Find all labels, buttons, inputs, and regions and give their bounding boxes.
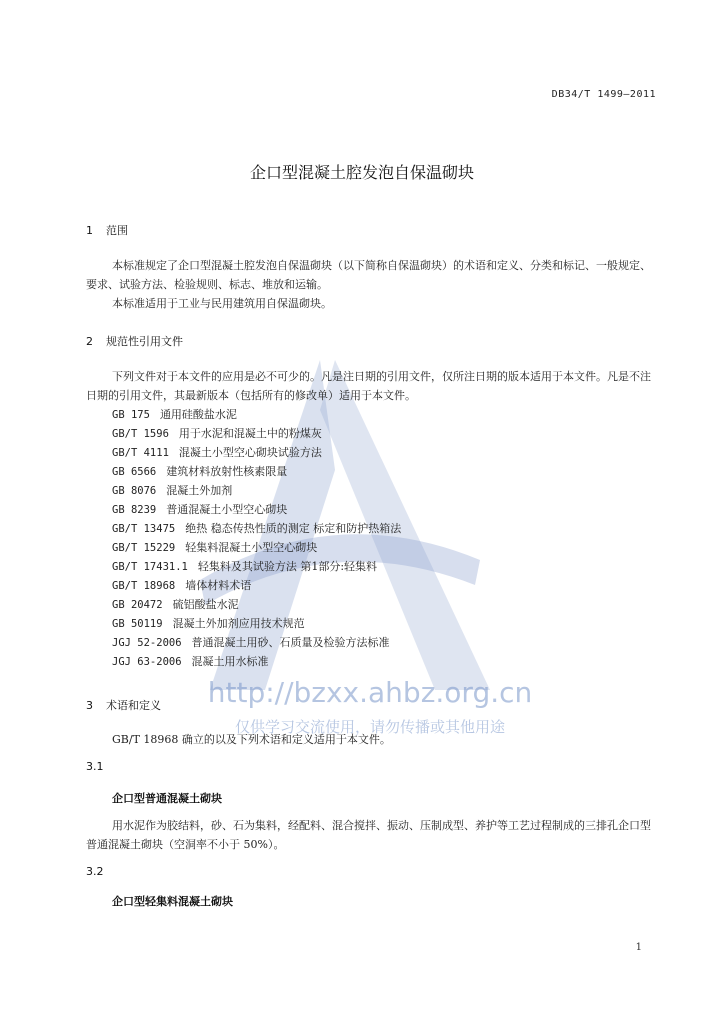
section-number: 2 [86,335,93,348]
list-item: JGJ 52-2006 普通混凝土用砂、石质量及检验方法标准 [112,636,390,649]
section-2-heading [86,333,183,349]
list-item: GB/T 1596 用于水泥和混凝土中的粉煤灰 [112,427,322,440]
section-title: 术语和定义 [106,699,161,712]
section-title: 范围 [106,224,128,237]
section-number: 3 [86,699,93,712]
section-3-intro: GB/T 18968 确立的以及下列术语和定义适用于本文件。 [112,733,391,746]
section-1-heading [86,222,128,238]
standard-code: DB34/T 1499—2011 [551,89,656,100]
list-item: GB 20472 硫铝酸盐水泥 [112,598,239,611]
term-3-2-number: 3.2 [86,865,104,878]
section-2-intro: 下列文件对于本文件的应用是必不可少的。凡是注日期的引用文件，仅所注日期的版本适用于本文件。凡是不注日期的引用文件，其最新版本（包括所有的修改单）适用于本文件。 [86,370,651,402]
section-3-heading [86,697,161,713]
list-item: GB 8076 混凝土外加剂 [112,484,233,497]
list-item: GB/T 15229 轻集料混凝土小型空心砌块 [112,541,318,554]
list-item: GB 50119 混凝土外加剂应用技术规范 [112,617,305,630]
watermark-note: 仅供学习交流使用，请勿传播或其他用途 [234,718,505,736]
page-number: 1 [635,942,642,953]
list-item: GB/T 18968 墙体材料术语 [112,579,252,592]
section-1-paragraph-2: 本标准适用于工业与民用建筑用自保温砌块。 [112,297,332,310]
list-item: GB 8239 普通混凝土小型空心砌块 [112,503,288,516]
term-3-1-definition: 用水泥作为胶结料，砂、石为集料，经配料、混合搅拌、振动、压制成型、养护等工艺过程制成的三排孔企口型普通混凝土砌块（空洞率不小于 50%）。 [86,819,651,851]
document-title: 企口型混凝土腔发泡自保温砌块 [249,163,474,182]
list-item: GB 6566 建筑材料放射性核素限量 [112,465,288,478]
term-3-1-name: 企口型普通混凝土砌块 [112,792,222,805]
normative-reference-list [112,405,401,671]
list-item: GB 175 通用硅酸盐水泥 [112,408,237,421]
list-item: GB/T 4111 混凝土小型空心砌块试验方法 [112,446,322,459]
term-3-1-number: 3.1 [86,760,104,773]
section-number: 1 [86,224,93,237]
list-item: JGJ 63-2006 混凝土用水标准 [112,655,269,668]
term-3-2-name: 企口型轻集料混凝土砌块 [112,895,233,908]
list-item: GB/T 17431.1 轻集料及其试验方法 第1部分:轻集料 [112,560,378,573]
watermark-url: http://bzxx.ahbz.org.cn [207,676,533,709]
section-title: 规范性引用文件 [106,335,183,348]
section-1-paragraph-1: 本标准规定了企口型混凝土腔发泡自保温砌块（以下简称自保温砌块）的术语和定义、分类和标记、一般规定、要求、试验方法、检验规则、标志、堆放和运输。 [86,259,651,291]
list-item: GB/T 13475 绝热 稳态传热性质的测定 标定和防护热箱法 [112,522,402,535]
